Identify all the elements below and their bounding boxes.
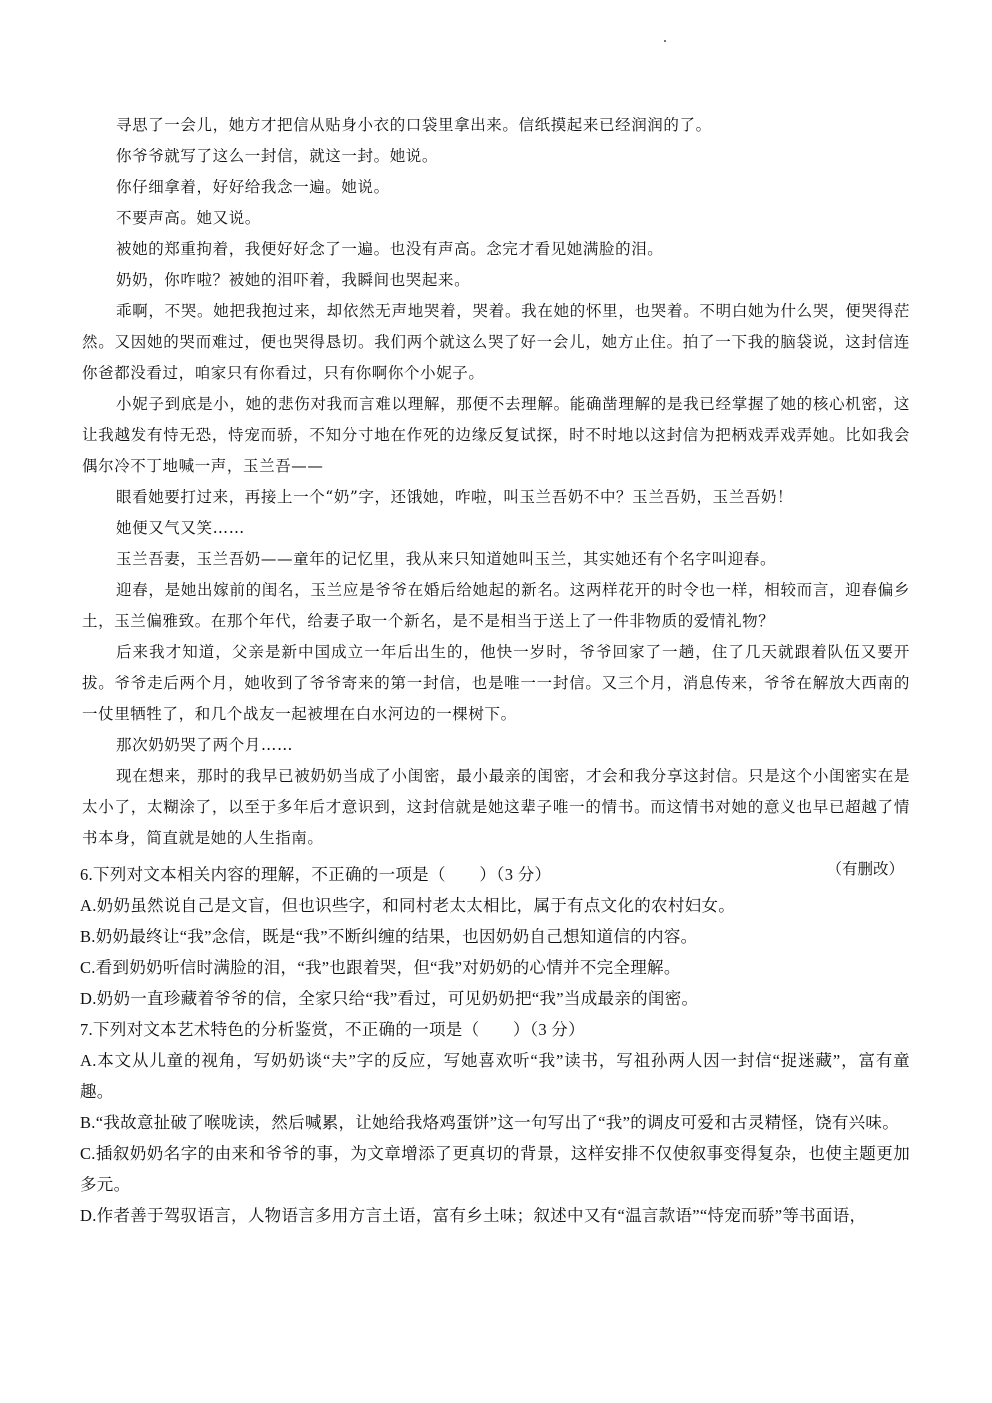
story-paragraph: 你仔细拿着，好好给我念一遍。她说。 [116,178,390,196]
question-7 [80,1014,910,1231]
story-paragraph: 乖啊，不哭。她把我抱过来，却依然无声地哭着，哭着。我在她的怀里，也哭着。不明白她为什么哭，便哭得茫然。又因她的哭而难过，便也哭得恳切。我们两个就这么哭了好一会儿，她方止住。拍了一下我的脑袋说，这封信连你爸都没看过，咱家只有你看过，只有你啊你个小妮子。 [82,302,910,382]
question-stem: 7.下列对文本艺术特色的分析鉴赏，不正确的一项是（ ）（3 分） [80,1020,585,1039]
question-option: B.奶奶最终让“我”念信，既是“我”不断纠缠的结果，也因奶奶自己想知道信的内容。 [80,927,698,946]
question-option: C.看到奶奶听信时满脸的泪，“我”也跟着哭，但“我”对奶奶的心情并不完全理解。 [80,958,681,977]
story-paragraph: 玉兰吾妻，玉兰吾奶——童年的记忆里，我从来只知道她叫玉兰，其实她还有个名字叫迎春。 [116,550,777,568]
question-option: D.作者善于驾驭语言，人物语言多用方言土语，富有乡土味；叙述中又有“温言款语”“恃宠而骄”等书面语， [80,1206,867,1225]
source-note: （有删改） [826,860,904,878]
page-mark [664,40,666,42]
story-paragraph: 她便又气又笑…… [116,519,245,537]
story-paragraph: 那次奶奶哭了两个月…… [116,736,294,754]
story-paragraph: 小妮子到底是小，她的悲伤对我而言难以理解，那便不去理解。能确凿理解的是我已经掌握了她的核心机密，这让我越发有恃无恐，恃宠而骄，不知分寸地在作死的边缘反复试探，时不时地以这封信为把柄戏弄戏弄她。比如我会偶尔冷不丁地喊一声，玉兰吾—— [82,395,910,475]
question-option: C.插叙奶奶名字的由来和爷爷的事，为文章增添了更真切的背景，这样安排不仅使叙事变得复杂，也使主题更加多元。 [80,1144,910,1194]
story-paragraph: 不要声高。她又说。 [116,209,261,227]
story-paragraph: 寻思了一会儿，她方才把信从贴身小衣的口袋里拿出来。信纸摸起来已经润润的了。 [116,116,712,134]
question-stem: 6.下列对文本相关内容的理解，不正确的一项是（ ）（3 分） [80,865,552,884]
question-option: A.奶奶虽然说自己是文盲，但也识些字，和同村老太太相比，属于有点文化的农村妇女。 [80,896,736,915]
question-6 [80,859,910,1014]
story-paragraph: 奶奶，你咋啦？被她的泪吓着，我瞬间也哭起来。 [116,271,471,289]
story-paragraph: 被她的郑重拘着，我便好好念了一遍。也没有声高。念完才看见她满脸的泪。 [116,240,664,258]
story-paragraph: 你爷爷就写了这么一封信，就这一封。她说。 [116,147,439,165]
question-option: D.奶奶一直珍藏着爷爷的信，全家只给“我”看过，可见奶奶把“我”当成最亲的闺密。 [80,989,699,1008]
question-option: B.“我故意扯破了喉咙读，然后喊累，让她给我烙鸡蛋饼”这一句写出了“我”的调皮可爱和古灵精怪，饶有兴味。 [80,1113,900,1132]
story-text [82,110,910,885]
story-paragraph: 眼看她要打过来，再接上一个“奶”字，还饿她，咋啦，叫玉兰吾奶不中？玉兰吾奶，玉兰吾奶！ [116,488,794,506]
question-section [80,859,910,1231]
story-paragraph: 迎春，是她出嫁前的闺名，玉兰应是爷爷在婚后给她起的新名。这两样花开的时令也一样，相较而言，迎春偏乡土，玉兰偏雅致。在那个年代，给妻子取一个新名，是不是相当于送上了一件非物质的爱情礼物？ [82,581,910,630]
question-option: A.本文从儿童的视角，写奶奶谈“夫”字的反应，写她喜欢听“我”读书，写祖孙两人因一封信“捉迷藏”，富有童趣。 [80,1051,910,1101]
story-paragraph: 后来我才知道，父亲是新中国成立一年后出生的，他快一岁时，爷爷回家了一趟，住了几天就跟着队伍又要开拔。爷爷走后两个月，她收到了爷爷寄来的第一封信，也是唯一一封信。又三个月，消息传来，爷爷在解放大西南的一仗里牺牲了，和几个战友一起被埋在白水河边的一棵树下。 [82,643,910,723]
story-paragraph: 现在想来，那时的我早已被奶奶当成了小闺密，最小最亲的闺密，才会和我分享这封信。只是这个小闺密实在是太小了，太糊涂了，以至于多年后才意识到，这封信就是她这辈子唯一的情书。而这情书对她的意义也早已超越了情书本身，简直就是她的人生指南。 [82,767,910,847]
